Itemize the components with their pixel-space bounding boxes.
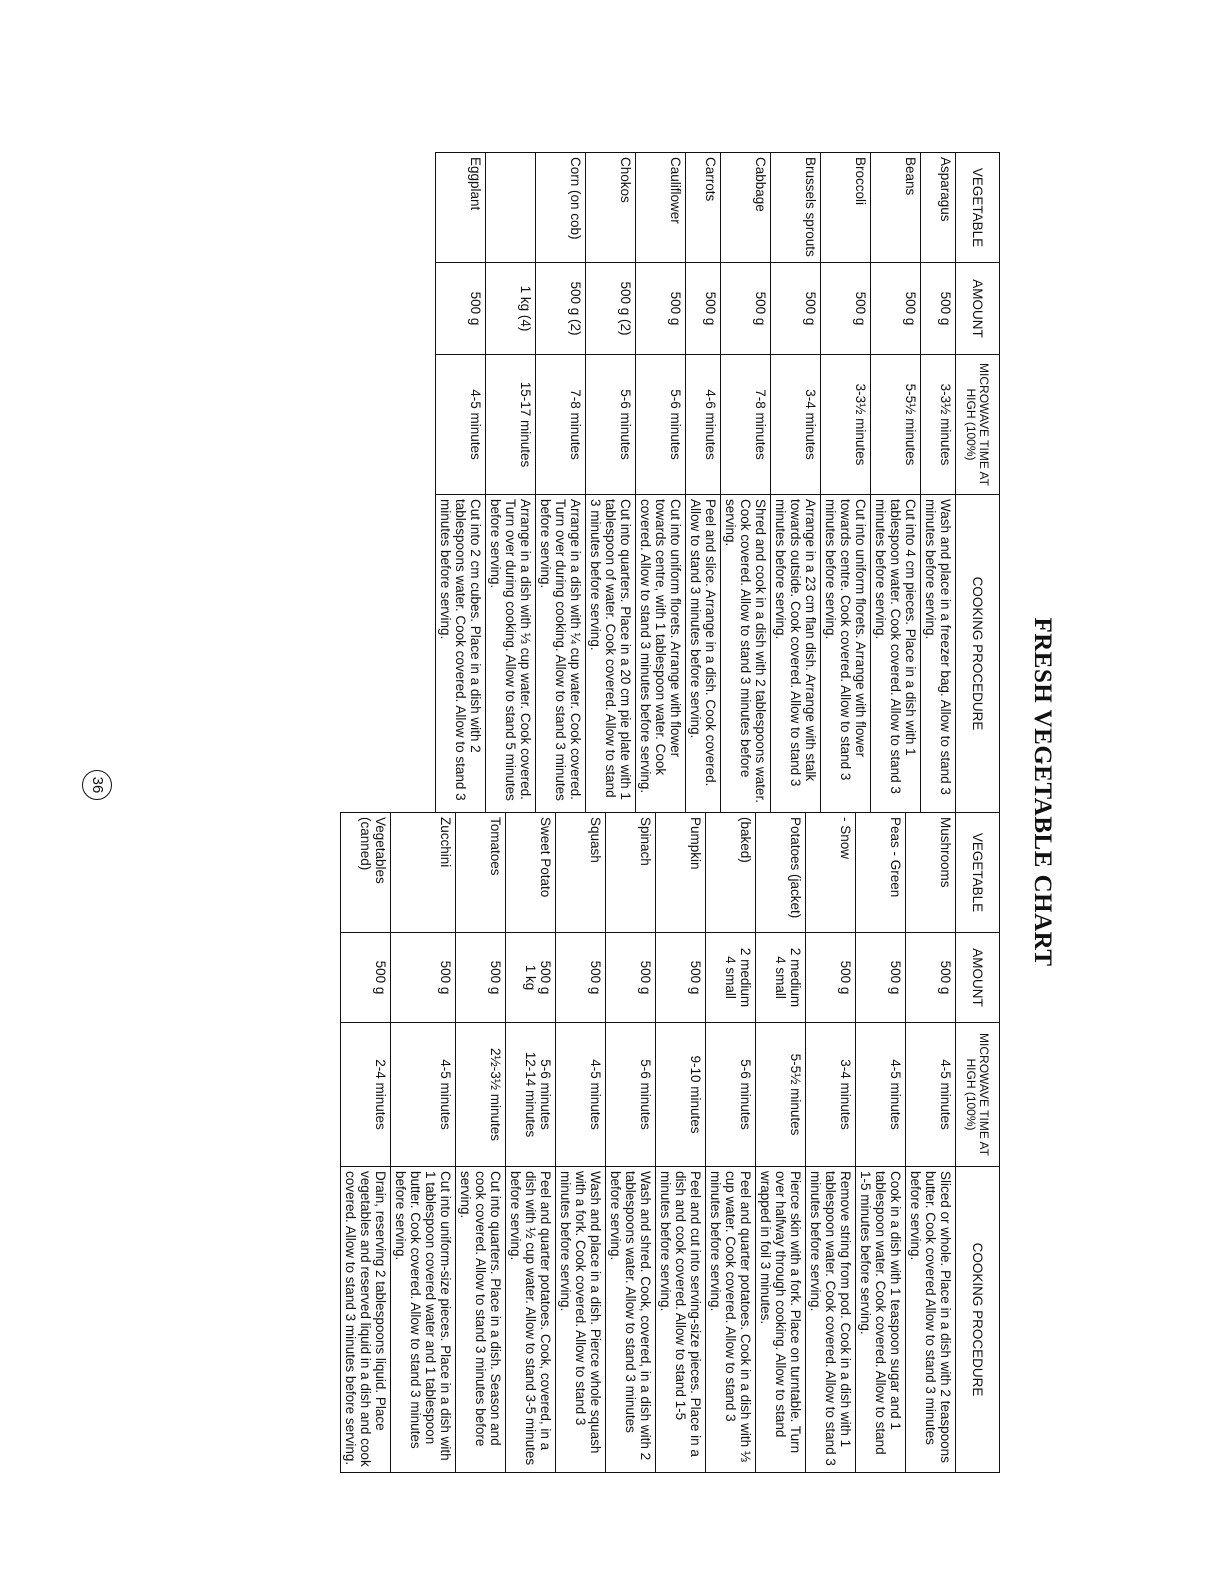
cell-microwave-time: 4-5 minutes <box>856 1023 906 1167</box>
cell-amount: 2 medium 4 small <box>756 933 806 1023</box>
cell-cooking-procedure: Arrange in a dish with ¼ cup water. Cook covered. Turn over during cooking. Allow to stand 3 minutes before serving. <box>536 495 586 813</box>
cell-amount: 500 g <box>686 263 721 355</box>
cell-microwave-time: 2-4 minutes <box>341 1023 391 1167</box>
table-row <box>536 153 586 813</box>
cell-microwave-time: 4-5 minutes <box>436 355 486 495</box>
cell-amount: 500 g <box>636 263 686 355</box>
cell-vegetable: Mushrooms <box>906 813 956 933</box>
header-cooking-procedure: COOKING PROCEDURE <box>956 495 1000 813</box>
cell-cooking-procedure: Cut into uniform florets. Arrange with flower towards centre, with 1 tablespoon water. Cook covered. Allow to stand 3 minutes before serving. <box>636 495 686 813</box>
page-number: 36 <box>82 770 112 800</box>
cell-microwave-time: 5-6 minutes <box>586 355 636 495</box>
cell-vegetable: Asparagus <box>921 153 956 263</box>
cell-vegetable: Beans <box>871 153 921 263</box>
cell-vegetable: Broccoli <box>821 153 871 263</box>
cell-amount: 500 g <box>871 263 921 355</box>
table-row <box>771 153 821 813</box>
cell-microwave-time: 5-6 minutes 12-14 minutes <box>506 1023 556 1167</box>
cell-amount: 500 g 1 kg <box>506 933 556 1023</box>
cell-amount: 2 medium 4 small <box>706 933 756 1023</box>
cell-vegetable: Cabbage <box>721 153 771 263</box>
cell-vegetable: Sweet Potato <box>506 813 556 933</box>
cell-microwave-time: 3-3½ minutes <box>821 355 871 495</box>
table-row <box>341 813 391 1473</box>
cell-cooking-procedure: Sliced or whole. Place in a dish with 2 teaspoons butter. Cook covered Allow to stand 3 minutes before serving. <box>906 1167 956 1473</box>
cell-vegetable: Eggplant <box>436 153 486 263</box>
table-row <box>821 153 871 813</box>
cell-vegetable: Pumpkin <box>656 813 706 933</box>
table-row <box>906 813 956 1473</box>
cell-vegetable: Corn (on cob) <box>536 153 586 263</box>
cell-microwave-time: 5-6 minutes <box>636 355 686 495</box>
page-title: FRESH VEGETABLE CHART <box>1029 617 1056 967</box>
header-cooking-procedure: COOKING PROCEDURE <box>956 1167 1000 1473</box>
header-microwave-time: MICROWAVE TIME AT HIGH (100%) <box>956 1023 1000 1167</box>
cell-cooking-procedure: Shred and cook in a dish with 2 tablespoons water. Cook covered. Allow to stand 3 minutes before serving. <box>721 495 771 813</box>
table-row <box>656 813 706 1473</box>
header-vegetable: VEGETABLE <box>956 153 1000 263</box>
right-chart-table <box>340 812 1000 1473</box>
cell-vegetable: - Snow <box>806 813 856 933</box>
cell-amount: 500 g <box>856 933 906 1023</box>
table-row <box>456 813 506 1473</box>
cell-cooking-procedure: Remove string from pod. Cook in a dish with 1 tablespoon water. Cook covered. Allow to stand 3 minutes before serving. <box>806 1167 856 1473</box>
cell-cooking-procedure: Cut into uniform-size pieces. Place in a dish with 1 tablespoon covered water and 1 tablespoon butter. Cook covered. Allow to stand 3 minutes before serving. <box>391 1167 456 1473</box>
cell-cooking-procedure: Drain, reserving 2 tablespoons liquid. Place vegetables and reserved liquid in a dish and cook covered. Allow to stand 3 minutes before serving. <box>341 1167 391 1473</box>
cell-vegetable: (baked) <box>706 813 756 933</box>
cell-vegetable: Brussels sprouts <box>771 153 821 263</box>
cell-cooking-procedure: Cut into quarters. Place in a 20 cm pie plate with 1 tablespoon of water. Cook covered. Allow to stand 3 minutes before serving. <box>586 495 636 813</box>
cell-vegetable: Cauliflower <box>636 153 686 263</box>
cell-cooking-procedure: Cut into quarters. Place in a dish. Season and cook covered. Allow to stand 3 minutes before serving. <box>456 1167 506 1473</box>
cell-microwave-time: 3-3½ minutes <box>921 355 956 495</box>
cell-cooking-procedure: Wash and place in a freezer bag. Allow to stand 3 minutes before serving. <box>921 495 956 813</box>
table-row <box>871 153 921 813</box>
cell-microwave-time: 7-8 minutes <box>536 355 586 495</box>
cell-amount: 500 g <box>806 933 856 1023</box>
cell-amount: 500 g <box>391 933 456 1023</box>
cell-microwave-time: 4-6 minutes <box>686 355 721 495</box>
cell-microwave-time: 3-4 minutes <box>806 1023 856 1167</box>
header-amount: AMOUNT <box>956 263 1000 355</box>
table-row <box>686 153 721 813</box>
cell-amount: 500 g <box>771 263 821 355</box>
cell-amount: 500 g (2) <box>536 263 586 355</box>
cell-vegetable: Vegetables (canned) <box>341 813 391 933</box>
table-row <box>721 153 771 813</box>
header-vegetable: VEGETABLE <box>956 813 1000 933</box>
cell-cooking-procedure: Peel and quarter potatoes. Cook, covered, in a dish with ½ cup water. Allow to stand 3-5 minutes before serving. <box>506 1167 556 1473</box>
cell-vegetable: Potatoes (jacket) <box>756 813 806 933</box>
cell-vegetable: Spinach <box>606 813 656 933</box>
cell-amount: 1 kg (4) <box>486 263 536 355</box>
table-row <box>636 153 686 813</box>
cell-microwave-time: 4-5 minutes <box>906 1023 956 1167</box>
cell-cooking-procedure: Pierce skin with a fork. Place on turntable. Turn over halfway through cooking. Allow to stand wrapped in foil 3 minutes. <box>756 1167 806 1473</box>
cell-microwave-time: 5-5½ minutes <box>756 1023 806 1167</box>
cell-amount: 500 g <box>921 263 956 355</box>
cell-amount: 500 g <box>556 933 606 1023</box>
cell-amount: 500 g <box>906 933 956 1023</box>
cell-vegetable <box>486 153 536 263</box>
cell-amount: 500 g <box>821 263 871 355</box>
table-row <box>391 813 456 1473</box>
cell-microwave-time: 5-5½ minutes <box>871 355 921 495</box>
cell-cooking-procedure: Cut into 4 cm pieces. Place in a dish with 1 tablespoon water. Cook covered. Allow to stand 3 minutes before serving. <box>871 495 921 813</box>
left-chart-table <box>435 152 1000 813</box>
table-row <box>506 813 556 1473</box>
cell-amount: 500 g <box>341 933 391 1023</box>
table-row <box>921 153 956 813</box>
cell-microwave-time: 15-17 minutes <box>486 355 536 495</box>
cell-amount: 500 g <box>721 263 771 355</box>
cell-cooking-procedure: Cut into 2 cm cubes. Place in a dish with 2 tablespoons water. Cook covered. Allow to stand 3 minutes before serving. <box>436 495 486 813</box>
cell-amount: 500 g <box>606 933 656 1023</box>
cell-microwave-time: 2½-3½ minutes <box>456 1023 506 1167</box>
cell-cooking-procedure: Cook in a dish with 1 teaspoon sugar and 1 tablespoon water. Cook covered. Allow to stand 1-5 minutes before serving. <box>856 1167 906 1473</box>
cell-cooking-procedure: Peel and slice. Arrange in a dish. Cook covered. Allow to stand 3 minutes before serving. <box>686 495 721 813</box>
cell-microwave-time: 4-5 minutes <box>556 1023 606 1167</box>
cell-microwave-time: 9-10 minutes <box>656 1023 706 1167</box>
table-row <box>556 813 606 1473</box>
table-row <box>486 153 536 813</box>
cell-cooking-procedure: Wash and shred. Cook, covered, in a dish with 2 tablespoons water. Allow to stand 3 minutes before serving. <box>606 1167 656 1473</box>
cell-microwave-time: 7-8 minutes <box>721 355 771 495</box>
header-amount: AMOUNT <box>956 933 1000 1023</box>
cell-vegetable: Peas - Green <box>856 813 906 933</box>
cell-microwave-time: 3-4 minutes <box>771 355 821 495</box>
cell-microwave-time: 4-5 minutes <box>391 1023 456 1167</box>
cell-amount: 500 g (2) <box>586 263 636 355</box>
cell-cooking-procedure: Peel and quarter potatoes. Cook in a dish with ⅓ cup water. Cook covered. Allow to stand 3 minutes before serving. <box>706 1167 756 1473</box>
table-row <box>436 153 486 813</box>
cell-vegetable: Carrots <box>686 153 721 263</box>
header-microwave-time: MICROWAVE TIME AT HIGH (100%) <box>956 355 1000 495</box>
table-row <box>806 813 856 1473</box>
cell-vegetable: Tomatoes <box>456 813 506 933</box>
cell-microwave-time: 5-6 minutes <box>606 1023 656 1167</box>
cell-vegetable: Zucchini <box>391 813 456 933</box>
cell-amount: 500 g <box>456 933 506 1023</box>
table-row <box>706 813 756 1473</box>
cell-vegetable: Chokos <box>586 153 636 263</box>
cell-cooking-procedure: Arrange in a dish with ⅓ cup water. Cook covered. Turn over during cooking. Allow to stand 5 minutes before serving. <box>486 495 536 813</box>
cell-cooking-procedure: Arrange in a 23 cm flan dish. Arrange with stalk towards outside. Cook covered. Allow to stand 3 minutes before serving. <box>771 495 821 813</box>
cell-vegetable: Squash <box>556 813 606 933</box>
table-row <box>856 813 906 1473</box>
cell-microwave-time: 5-6 minutes <box>706 1023 756 1167</box>
cell-cooking-procedure: Wash and place in a dish. Pierce whole squash with a fork. Cook covered. Allow to stand 3 minutes before serving. <box>556 1167 606 1473</box>
table-row <box>756 813 806 1473</box>
cell-cooking-procedure: Cut into uniform florets. Arrange with flower towards centre. Cook covered. Allow to stand 3 minutes before serving. <box>821 495 871 813</box>
table-row <box>586 153 636 813</box>
cell-amount: 500 g <box>436 263 486 355</box>
cell-amount: 500 g <box>656 933 706 1023</box>
table-row <box>606 813 656 1473</box>
cell-cooking-procedure: Peel and cut into serving-size pieces. Place in a dish and cook covered. Allow to stand 1-5 minutes before serving. <box>656 1167 706 1473</box>
